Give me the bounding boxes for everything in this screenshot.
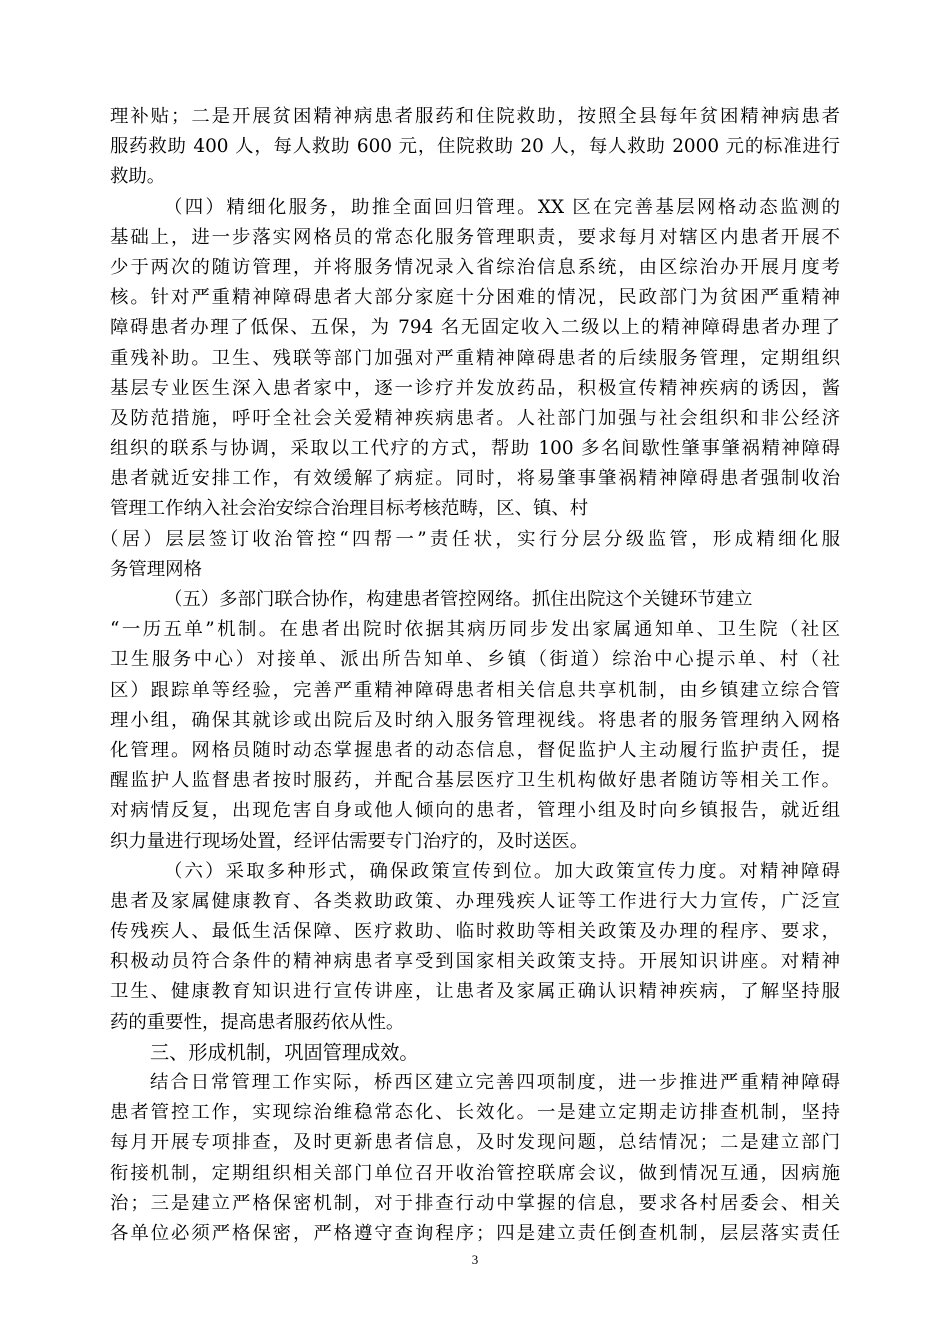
text-line: 结合日常管理工作实际，桥西区建立完善四项制度，进一步推进严重精神障碍 — [150, 1072, 840, 1093]
text-line: 障碍患者办理了低保、五保，为 794 名无固定收入二级以上的精神障碍患者办理了 — [110, 317, 840, 339]
chapter-heading: 三、形成机制，巩固管理成效。 — [150, 1040, 419, 1064]
text-line: 卫生服务中心）对接单、派出所告知单、乡镇（街道）综治中心提示单、村（社 — [110, 649, 840, 671]
text-line: 每月开展专项排查，及时更新患者信息，及时发现问题，总结情况；二是建立部门 — [110, 1132, 840, 1154]
text-line: 理小组，确保其就诊或出院后及时纳入服务管理视线。将患者的服务管理纳入网格 — [110, 709, 840, 731]
text-line: 少于两次的随访管理，并将服务情况录入省综治信息系统，由区综治办开展月度考 — [110, 256, 840, 278]
section-heading-4: （四）精细化服务，助推全面回归管理。XX 区在完善基层网格动态监测的 — [164, 196, 840, 218]
text-line: 卫生、健康教育知识进行宣传讲座，让患者及家属正确认识精神疾病，了解坚持服 — [110, 981, 840, 1003]
text-line: 化管理。网格员随时动态掌握患者的动态信息，督促监护人主动履行监护责任，提 — [110, 739, 840, 761]
text-line: 治；三是建立严格保密机制，对于排查行动中掌握的信息，要求各村居委会、相关 — [110, 1192, 840, 1214]
text-line: 核。针对严重精神障碍患者大部分家庭十分困难的情况，民政部门为贫困严重精神 — [110, 287, 840, 309]
text-line: “一历五单”机制。在患者出院时依据其病历同步发出家属通知单、卫生院（社区 — [110, 619, 840, 641]
page-number: 3 — [471, 1252, 479, 1267]
text-line: 务管理网格 — [110, 558, 202, 580]
text-line: 基层专业医生深入患者家中，逐一诊疗并发放药品，积极宣传精神疾病的诱因，酱 — [110, 377, 840, 399]
text-line: 各单位必须严格保密，严格遵守查询程序；四是建立责任倒查机制，层层落实责任 — [110, 1222, 840, 1244]
text-line: 药的重要性，提高患者服药依从性。 — [110, 1011, 405, 1033]
text-line: 理补贴；二是开展贫困精神病患者服药和住院救助，按照全县每年贫困精神病患者 — [110, 106, 840, 127]
text-line: 醒监护人监督患者按时服药，并配合基层医疗卫生机构做好患者随访等相关工作。 — [110, 770, 840, 792]
text-line: 服药救助 400 人，每人救助 600 元，住院救助 20 人，每人救助 2000 元的标准进行 — [110, 136, 840, 158]
section-heading-6: （六）采取多种形式，确保政策宣传到位。加大政策宣传力度。对精神障碍 — [164, 860, 840, 882]
text-line: 衔接机制，定期组织相关部门单位召开收治管控联席会议，做到情况互通，因病施 — [110, 1162, 840, 1184]
document-body — [100, 102, 840, 1249]
text-line: 管理工作纳入社会治安综合治理目标考核范畴，区、镇、村 — [110, 498, 589, 520]
text-line: 患者及家属健康教育、各类救助政策、办理残疾人证等工作进行大力宣传，广泛宣 — [110, 890, 840, 912]
text-line: 患者就近安排工作，有效缓解了病症。同时，将易肇事肇祸精神障碍患者强制收治 — [110, 468, 840, 490]
text-line: 传残疾人、最低生活保障、医疗救助、临时救助等相关政策及办理的程序、要求， — [110, 921, 840, 943]
text-line: 积极动员符合条件的精神病患者享受到国家相关政策支持。开展知识讲座。对精神 — [110, 951, 840, 973]
section-heading-5: （五）多部门联合协作，构建患者管控网络。抓住出院这个关键环节建立 — [164, 589, 753, 610]
text-line: 及防范措施，呼吁全社会关爱精神疾病患者。人社部门加强与社会组织和非公经济 — [110, 407, 840, 429]
text-line: 区）跟踪单等经验，完善严重精神障碍患者相关信息共享机制，由乡镇建立综合管 — [110, 679, 840, 701]
text-line: 患者管控工作，实现综治维稳常态化、长效化。一是建立定期走访排查机制，坚持 — [110, 1102, 840, 1124]
text-line: 组织的联系与协调，采取以工代疗的方式，帮助 100 多名间歇性肇事肇祸精神障碍 — [110, 438, 840, 460]
text-line: 基础上，进一步落实网格员的常态化服务管理职责，要求每月对辖区内患者开展不 — [110, 226, 840, 248]
text-line: 救助。 — [110, 166, 166, 188]
text-line: 重残补助。卫生、残联等部门加强对严重精神障碍患者的后续服务管理，定期组织 — [110, 347, 840, 369]
text-line: （居）层层签订收治管控“四帮一”责任状，实行分层分级监管，形成精细化服 — [100, 528, 840, 550]
text-line: 对病情反复，出现危害自身或他人倾向的患者，管理小组及时向乡镇报告，就近组 — [110, 800, 840, 822]
text-line: 织力量进行现场处置，经评估需要专门治疗的，及时送医。 — [110, 830, 589, 852]
